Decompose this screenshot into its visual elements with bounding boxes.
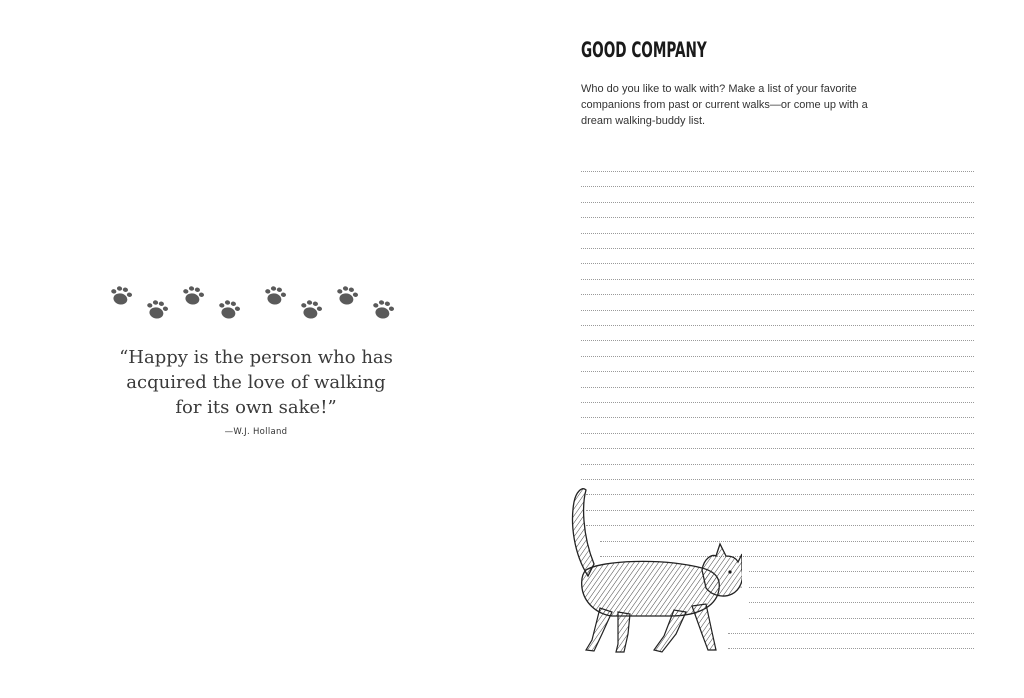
quote-text bbox=[100, 345, 412, 420]
paw-print-icon bbox=[263, 285, 287, 307]
writing-line[interactable] bbox=[581, 448, 974, 449]
paw-print-icon bbox=[109, 285, 133, 307]
writing-line[interactable] bbox=[581, 294, 974, 295]
quote-line: acquired the love of walking bbox=[126, 372, 386, 393]
prompt-line: dream walking-buddy list. bbox=[581, 115, 706, 127]
paw-print-icon bbox=[145, 299, 169, 321]
writing-line[interactable] bbox=[581, 417, 974, 418]
paw-print-icon bbox=[371, 299, 395, 321]
writing-line[interactable] bbox=[581, 325, 974, 326]
quote-attribution: —W.J. Holland bbox=[224, 427, 288, 437]
writing-line[interactable] bbox=[581, 371, 974, 372]
writing-line[interactable] bbox=[749, 587, 974, 588]
writing-line[interactable] bbox=[749, 571, 974, 572]
writing-line[interactable] bbox=[581, 171, 974, 172]
paw-print-icon bbox=[299, 299, 323, 321]
paw-print-icon bbox=[217, 299, 241, 321]
right-page bbox=[512, 0, 1024, 698]
writing-line[interactable] bbox=[581, 186, 974, 187]
writing-line[interactable] bbox=[581, 233, 974, 234]
writing-line[interactable] bbox=[581, 279, 974, 280]
prompt-line: companions from past or current walks—or come up with a bbox=[581, 99, 868, 111]
writing-line[interactable] bbox=[581, 479, 974, 480]
writing-line[interactable] bbox=[581, 310, 974, 311]
paw-prints-trail bbox=[106, 282, 406, 326]
paw-print-icon bbox=[181, 285, 205, 307]
writing-line[interactable] bbox=[581, 402, 974, 403]
writing-line[interactable] bbox=[728, 648, 974, 649]
writing-line[interactable] bbox=[581, 340, 974, 341]
writing-line[interactable] bbox=[749, 602, 974, 603]
writing-line[interactable] bbox=[728, 633, 974, 634]
writing-line[interactable] bbox=[749, 618, 974, 619]
prompt-line: Who do you like to walk with? Make a list of your favorite bbox=[581, 83, 857, 95]
writing-line[interactable] bbox=[581, 263, 974, 264]
paw-print-icon bbox=[335, 285, 359, 307]
walking-cat-illustration bbox=[552, 484, 742, 656]
writing-line[interactable] bbox=[581, 433, 974, 434]
writing-line[interactable] bbox=[581, 464, 974, 465]
quote-line: for its own sake!” bbox=[175, 397, 337, 418]
quote-line: “Happy is the person who has bbox=[119, 347, 393, 368]
page-title: GOOD COMPANY bbox=[581, 38, 707, 62]
writing-line[interactable] bbox=[581, 202, 974, 203]
writing-line[interactable] bbox=[581, 217, 974, 218]
writing-line[interactable] bbox=[581, 356, 974, 357]
writing-line[interactable] bbox=[581, 248, 974, 249]
writing-line[interactable] bbox=[581, 387, 974, 388]
